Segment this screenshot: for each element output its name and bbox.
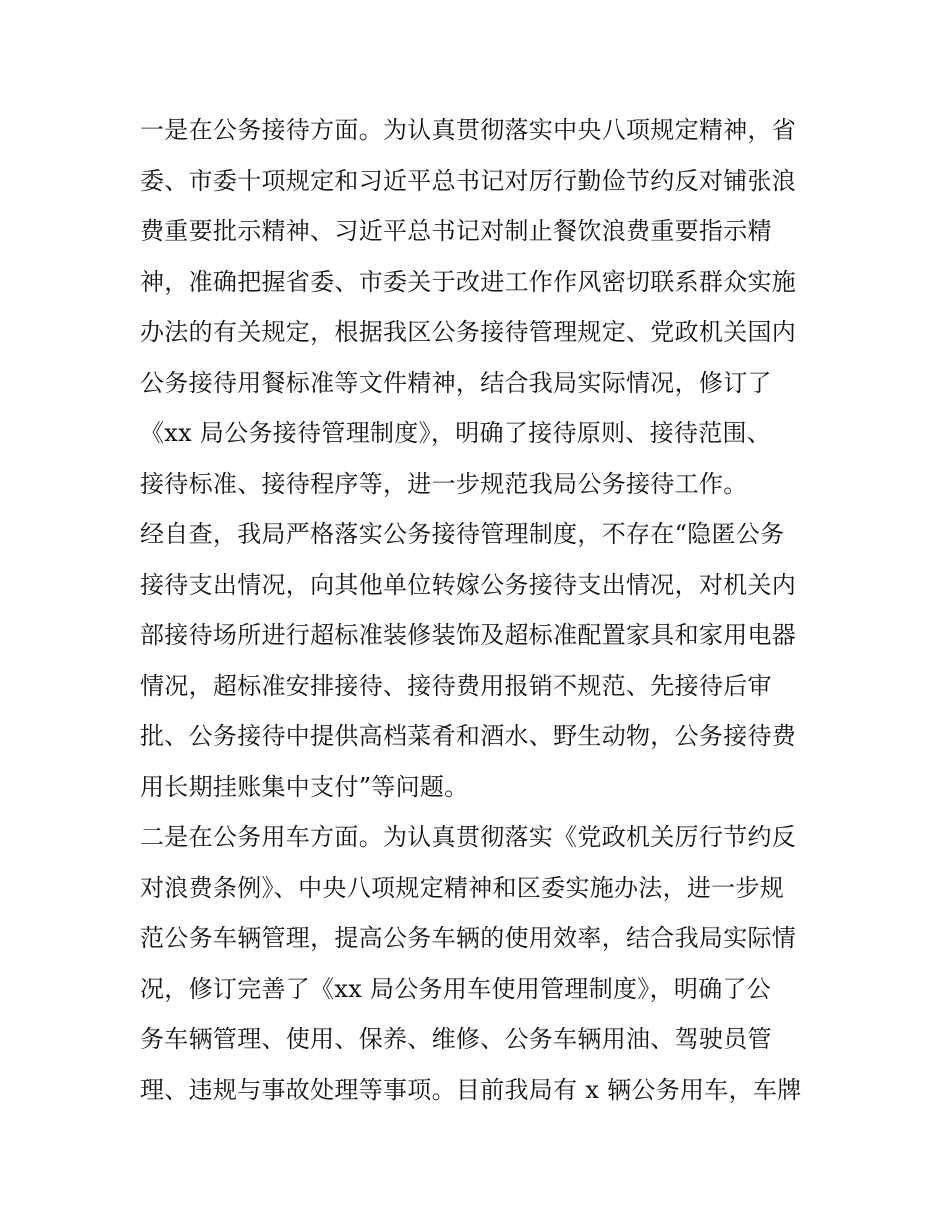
text-line-4: 神，准确把握省委、市委关于改进工作作风密切联系群众实施 xyxy=(140,267,797,296)
text-line-7: 《xx 局公务接待管理制度》，明确了接待原则、接待范围、 xyxy=(140,419,772,447)
text-line-18: 况，修订完善了《xx 局公务用车使用管理制度》，明确了公 xyxy=(140,974,772,1003)
text-line-11: 部接待场所进行超标准装修装饰及超标准配置家具和家用电器 xyxy=(140,621,797,649)
text-line-6: 公务接待用餐标准等文件精神，结合我局实际情况，修订了 xyxy=(140,368,772,397)
text-line-16: 对浪费条例》、中央八项规定精神和区委实施办法，进一步规 xyxy=(140,873,785,902)
text-line-15: 二是在公务用车方面。为认真贯彻落实《党政机关厉行节约反 xyxy=(140,823,797,851)
text-line-14: 用长期挂账集中支付”等问题。 xyxy=(140,772,469,801)
text-line-1: 一是在公务接待方面。为认真贯彻落实中央八项规定精神，省 xyxy=(140,116,797,144)
text-line-20: 理、违规与事故处理等事项。目前我局有 x 辆公务用车，车牌 xyxy=(140,1075,802,1104)
text-line-5: 办法的有关规定，根据我区公务接待管理规定、党政机关国内 xyxy=(140,318,797,346)
text-line-8: 接待标准、接待程序等，进一步规范我局公务接待工作。 xyxy=(140,469,748,498)
text-line-13: 批、公务接待中提供高档菜肴和酒水、野生动物，公务接待费 xyxy=(140,722,797,750)
text-line-10: 接待支出情况，向其他单位转嫁公务接待支出情况，对机关内 xyxy=(140,570,797,599)
text-line-12: 情况，超标准安排接待、接待费用报销不规范、先接待后审 xyxy=(140,671,772,700)
text-line-17: 范公务车辆管理，提高公务车辆的使用效率，结合我局实际情 xyxy=(140,924,797,952)
text-line-3: 费重要批示精神、习近平总书记对制止餐饮浪费重要指示精 xyxy=(140,217,772,245)
text-line-2: 委、市委十项规定和习近平总书记对厉行勤俭节约反对铺张浪 xyxy=(140,166,797,195)
document-body xyxy=(140,105,820,1115)
text-line-19: 务车辆管理、使用、保养、维修、公务车辆用油、驾驶员管 xyxy=(140,1025,772,1053)
text-line-9: 经自查，我局严格落实公务接待管理制度，不存在“隐匿公务 xyxy=(140,520,785,548)
